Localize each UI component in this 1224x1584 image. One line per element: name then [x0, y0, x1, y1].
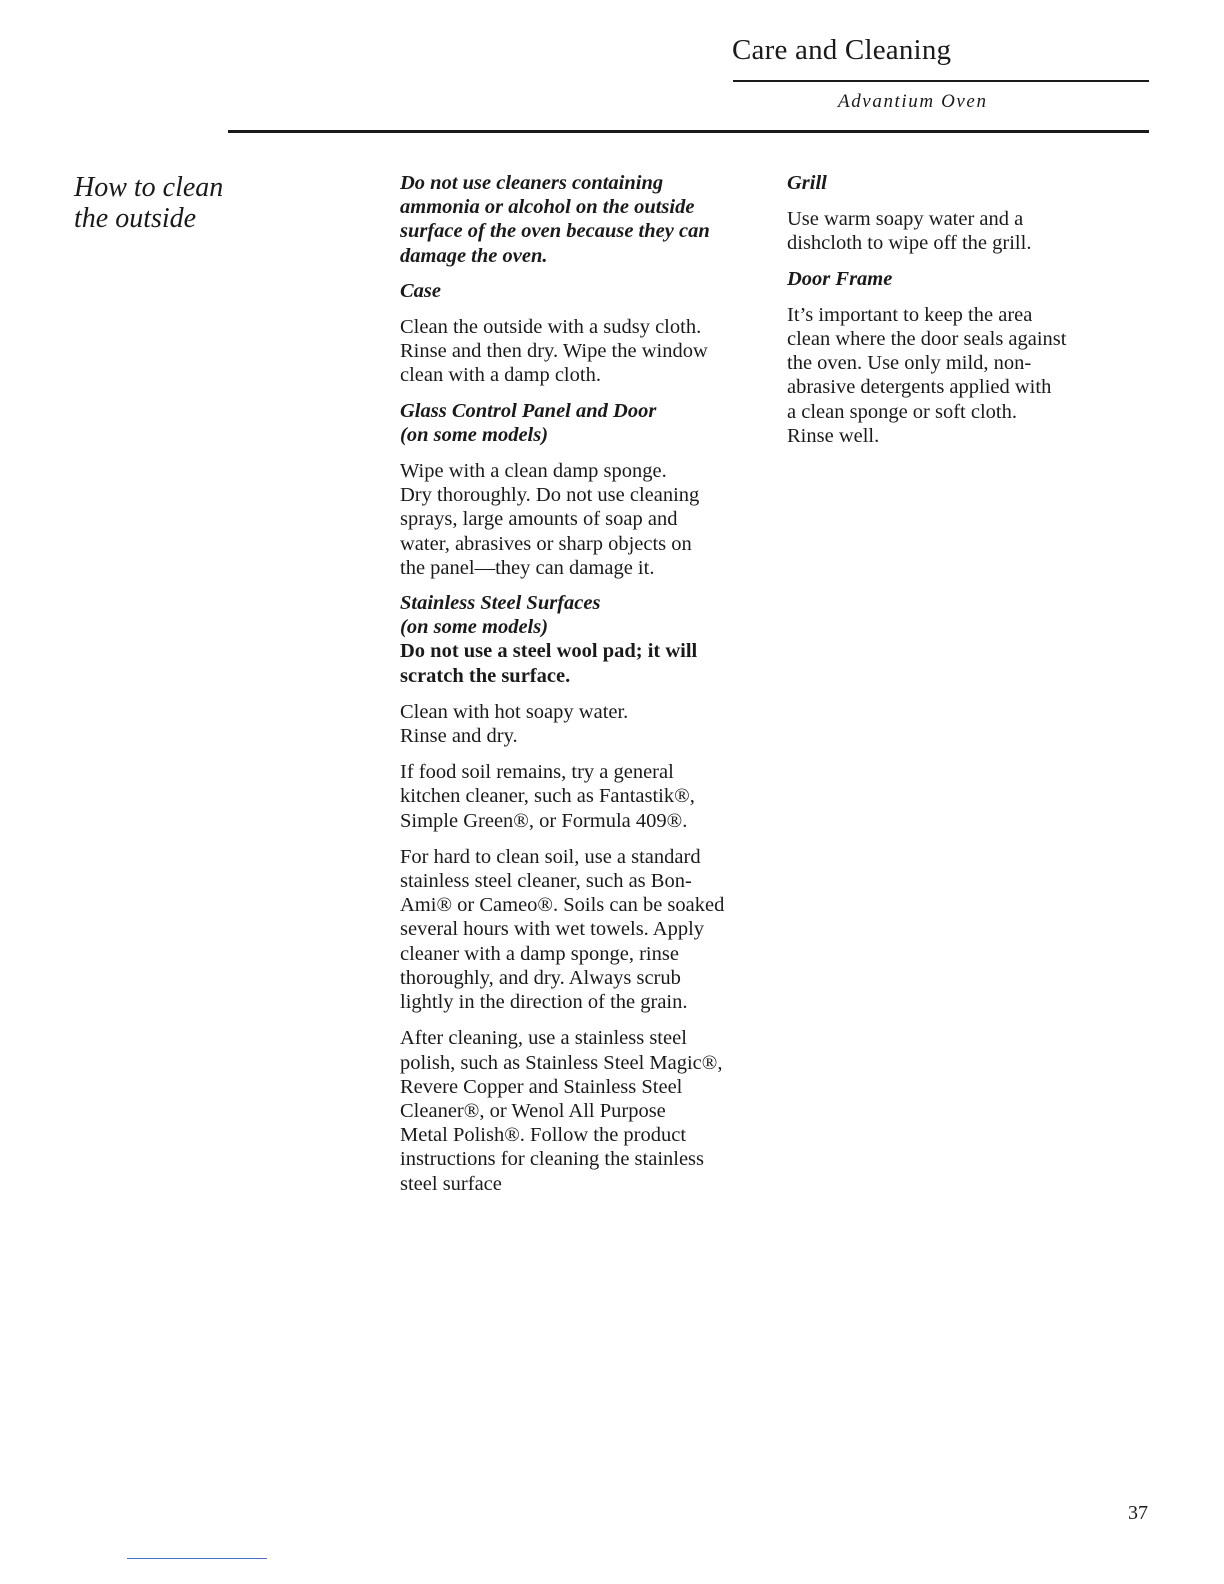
- steel-paragraph: [400, 700, 775, 748]
- text-line: Wipe with a clean damp sponge.: [400, 460, 667, 483]
- text-line: (on some models): [400, 423, 549, 446]
- text-line: Dry thoroughly. Do not use cleaning: [400, 484, 700, 507]
- door-frame-heading: [787, 267, 1132, 291]
- text-line: Glass Control Panel and Door: [400, 399, 657, 422]
- glass-paragraph: [400, 459, 775, 580]
- text-line: Use warm soapy water and a: [787, 208, 1024, 231]
- steel-paragraph: [400, 760, 775, 833]
- text-line: several hours with wet towels. Apply: [400, 918, 705, 941]
- text-line: It’s important to keep the area: [787, 303, 1033, 326]
- text-line: damage the oven.: [400, 244, 548, 267]
- text-line: Rinse and then dry. Wipe the window: [400, 340, 708, 363]
- text-line: cleaner with a damp sponge, rinse: [400, 942, 679, 965]
- text-line: Grill: [787, 172, 827, 194]
- section-heading: [74, 172, 294, 234]
- steel-paragraph: [400, 1026, 775, 1195]
- text-line: ammonia or alcohol on the outside: [400, 196, 695, 219]
- text-line: (on some models): [400, 616, 549, 639]
- text-line: surface of the oven because they can: [400, 220, 710, 243]
- text-line: the oven. Use only mild, non-: [787, 352, 1032, 375]
- case-heading: [400, 279, 775, 303]
- text-line: abrasive detergents applied with: [787, 376, 1052, 399]
- steel-warning: [400, 639, 775, 687]
- text-line: Cleaner®, or Wenol All Purpose: [400, 1099, 666, 1122]
- text-line: Stainless Steel Surfaces: [400, 592, 601, 615]
- text-line: If food soil remains, try a general: [400, 761, 674, 784]
- text-line: stainless steel cleaner, such as Bon-: [400, 870, 692, 893]
- section-heading-line: the outside: [74, 203, 197, 234]
- text-line: polish, such as Stainless Steel Magic®,: [400, 1051, 723, 1074]
- text-line: lightly in the direction of the grain.: [400, 991, 688, 1014]
- text-line: dishcloth to wipe off the grill.: [787, 232, 1032, 255]
- column-right: [787, 171, 1132, 448]
- text-line: Case: [400, 279, 441, 302]
- text-line: instructions for cleaning the stainless: [400, 1148, 705, 1171]
- page-number: 37: [1128, 1502, 1148, 1524]
- grill-paragraph: [787, 207, 1132, 255]
- header-rule-short: [733, 80, 1149, 82]
- glass-heading: [400, 399, 775, 447]
- text-line: sprays, large amounts of soap and: [400, 508, 678, 531]
- text-line: thoroughly, and dry. Always scrub: [400, 966, 681, 989]
- text-line: Ami® or Cameo®. Soils can be soaked: [400, 894, 725, 917]
- text-line: Simple Green®, or Formula 409®.: [400, 809, 688, 832]
- text-line: steel surface: [400, 1172, 502, 1195]
- warning-paragraph: [400, 171, 775, 268]
- text-line: Revere Copper and Stainless Steel: [400, 1075, 683, 1098]
- text-line: After cleaning, use a stainless steel: [400, 1027, 687, 1050]
- header-title: Care and Cleaning: [732, 34, 952, 66]
- text-line: Door Frame: [787, 267, 893, 290]
- text-line: a clean sponge or soft cloth.: [787, 400, 1017, 423]
- text-line: Clean the outside with a sudsy cloth.: [400, 316, 702, 339]
- text-line: scratch the surface.: [400, 664, 571, 687]
- text-line: kitchen cleaner, such as Fantastik®,: [400, 785, 695, 808]
- text-line: clean with a damp cloth.: [400, 364, 601, 387]
- text-line: water, abrasives or sharp objects on: [400, 532, 692, 555]
- text-line: Do not use a steel wool pad; it will: [400, 640, 698, 663]
- text-line: Rinse well.: [787, 424, 880, 447]
- column-left: [400, 171, 775, 1196]
- case-paragraph: [400, 315, 775, 388]
- steel-paragraph: [400, 845, 775, 1014]
- text-line: the panel—they can damage it.: [400, 556, 655, 579]
- header-subtitle: Advantium Oven: [838, 91, 988, 112]
- grill-heading: [787, 171, 1132, 195]
- footer-rule: [127, 1558, 267, 1559]
- text-line: Metal Polish®. Follow the product: [400, 1124, 687, 1147]
- text-line: Do not use cleaners containing: [400, 172, 664, 194]
- steel-heading: [400, 591, 775, 639]
- text-line: clean where the door seals against: [787, 328, 1067, 351]
- section-heading-line: How to clean: [74, 172, 224, 203]
- text-line: For hard to clean soil, use a standard: [400, 845, 701, 868]
- door-frame-paragraph: [787, 303, 1132, 448]
- text-line: Clean with hot soapy water.: [400, 700, 629, 723]
- text-line: Rinse and dry.: [400, 725, 518, 748]
- header-rule-long: [228, 130, 1149, 133]
